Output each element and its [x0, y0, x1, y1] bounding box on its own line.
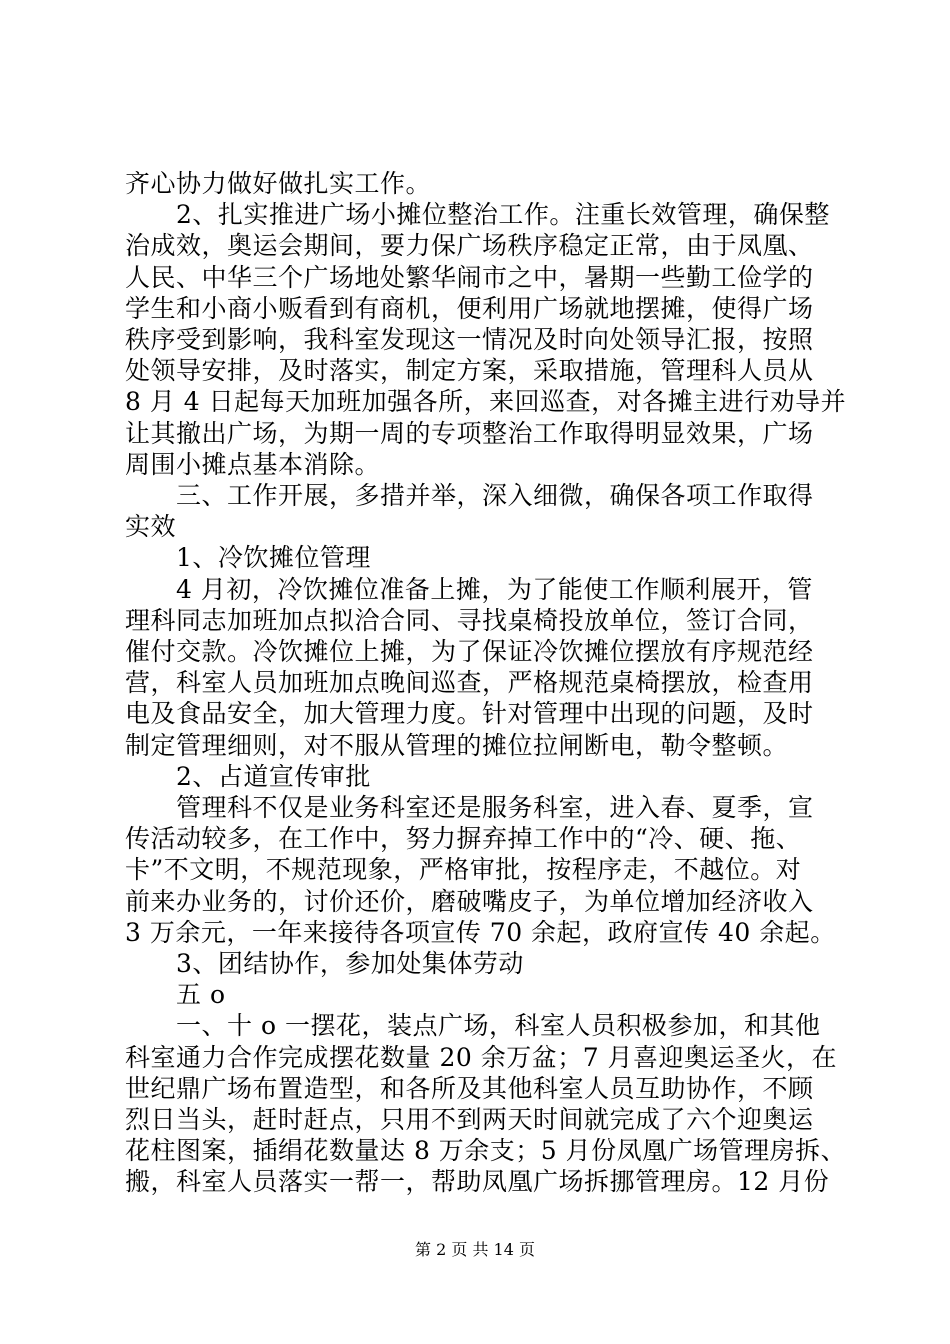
- text-line: 一、十 o 一摆花，装点广场，科室人员积极参加，和其他: [176, 1011, 821, 1041]
- text-line: 理科同志加班加点拟洽合同、寻找桌椅投放单位，签订合同，: [125, 605, 814, 635]
- text-line: 五 o: [176, 980, 226, 1010]
- text-line: 前来办业务的，讨价还价，磨破嘴皮子，为单位增加经济收入: [125, 886, 814, 916]
- text-line: 2、扎实推进广场小摊位整治工作。注重长效管理，确保整: [176, 200, 830, 230]
- text-line: 花柱图案，插绢花数量达 8 万余支；5 月份凤凰广场管理房拆、: [125, 1136, 847, 1166]
- text-line: 处领导安排，及时落实，制定方案，采取措施，管理科人员从: [125, 356, 814, 386]
- text-line: 管理科不仅是业务科室还是服务科室，进入春、夏季，宣: [176, 793, 814, 822]
- subsection-heading: 1、冷饮摊位管理: [176, 543, 371, 573]
- text-line: 电及食品安全，加大管理力度。针对管理中出现的问题，及时: [125, 699, 814, 729]
- text-line: 4 月初，冷饮摊位准备上摊，为了能使工作顺利展开，管: [176, 574, 813, 604]
- text-line: 让其撤出广场，为期一周的专项整治工作取得明显效果，广场: [125, 418, 814, 448]
- text-line: 人民、中华三个广场地处繁华闹市之中，暑期一些勤工俭学的: [125, 262, 814, 292]
- text-line: 搬，科室人员落实一帮一，帮助凤凰广场拆挪管理房。12 月份: [125, 1167, 830, 1197]
- text-line: 8 月 4 日起每天加班加强各所，来回巡查，对各摊主进行劝导并: [125, 387, 847, 417]
- text-line: 秩序受到影响，我科室发现这一情况及时向处领导汇报，按照: [125, 325, 814, 354]
- text-line: 3 万余元，一年来接待各项宣传 70 余起，政府宣传 40 余起。: [125, 917, 836, 947]
- text-line: 科室通力合作完成摆花数量 20 余万盆；7 月喜迎奥运圣火，在: [125, 1042, 838, 1072]
- section-heading: 三、工作开展，多措并举，深入细微，确保各项工作取得: [176, 481, 814, 510]
- section-heading: 实效: [125, 512, 177, 542]
- text-line: 学生和小商小贩看到有商机，便利用广场就地摆摊，使得广场: [125, 293, 814, 323]
- text-line: 齐心协力做好做扎实工作。: [125, 169, 432, 198]
- text-line: 世纪鼎广场布置造型，和各所及其他科室人员互助协作，不顾: [125, 1073, 814, 1103]
- text-line: 卡”不文明，不规范现象，严格审批，按程序走，不越位。对: [125, 855, 802, 885]
- text-line: 烈日当头，赶时赶点，只用不到两天时间就完成了六个迎奥运: [125, 1105, 814, 1134]
- text-line: 传活动较多，在工作中，努力摒弃掉工作中的“冷、硬、拖、: [125, 824, 802, 854]
- subsection-heading: 3、团结协作，参加处集体劳动: [176, 949, 524, 978]
- page-footer: 第 2 页 共 14 页: [415, 1240, 535, 1259]
- text-line: 营，科室人员加班加点晚间巡查，严格规范桌椅摆放，检查用: [125, 668, 814, 698]
- subsection-heading: 2、占道宣传审批: [176, 761, 371, 791]
- text-line: 制定管理细则，对不服从管理的摊位拉闸断电，勒令整顿。: [125, 730, 789, 760]
- text-line: 治成效，奥运会期间，要力保广场秩序稳定正常，由于凤凰、: [125, 231, 814, 261]
- text-line: 催付交款。冷饮摊位上摊，为了保证冷饮摊位摆放有序规范经: [125, 637, 814, 666]
- text-line: 周围小摊点基本消除。: [125, 449, 381, 479]
